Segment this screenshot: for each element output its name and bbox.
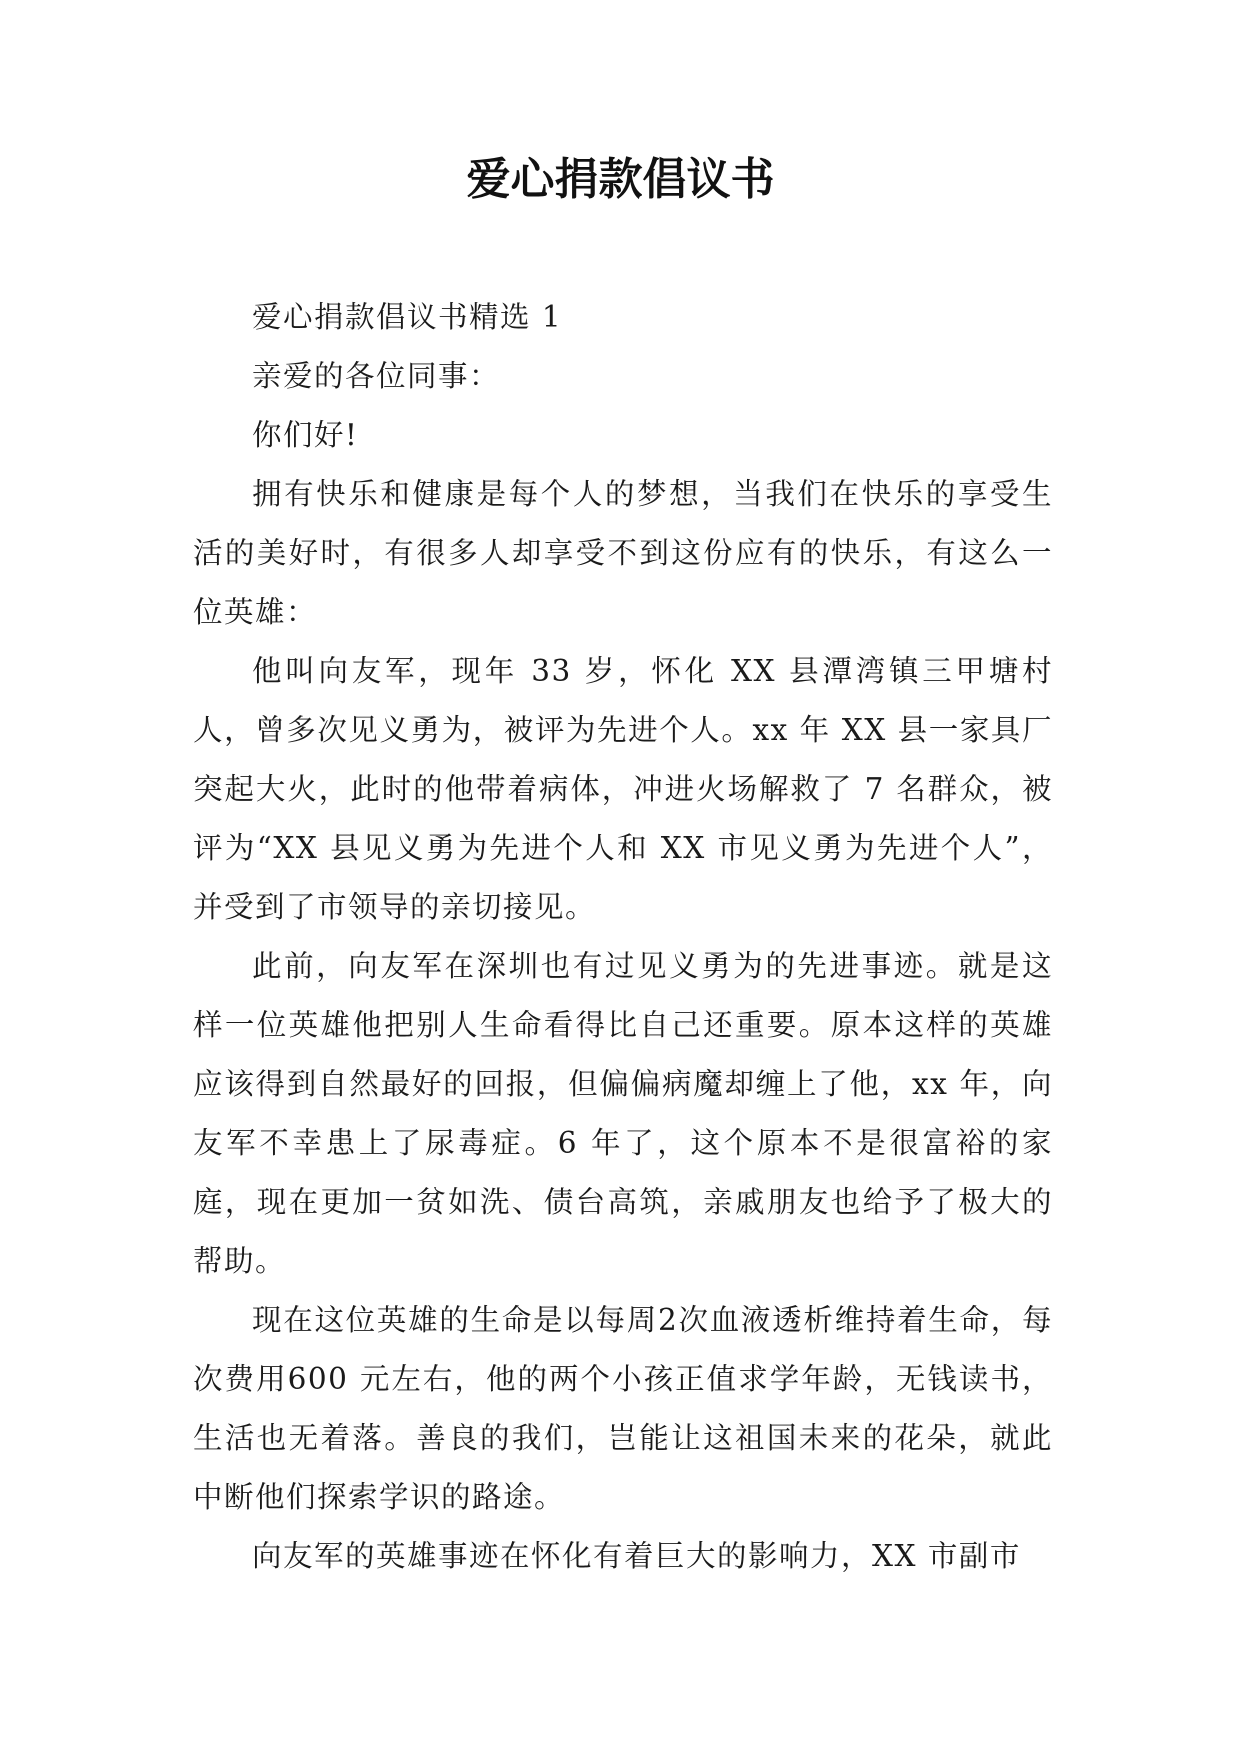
paragraph-salutation: 亲爱的各位同事： (252, 359, 501, 393)
paragraph: 向友军的英雄事迹在怀化有着巨大的影响力，XX 市副市 (252, 1539, 1021, 1573)
paragraph-heading: 爱心捐款倡议书精选 1 (252, 300, 563, 334)
paragraph-greeting: 你们好! (252, 418, 359, 452)
paragraph: 拥有快乐和健康是每个人的梦想，当我们在快乐的享受生活的美好时，有很多人却享受不到这份应有的快乐，有这么一位英雄： (193, 477, 1053, 629)
paragraph: 他叫向友军，现年 33 岁，怀化 XX 县潭湾镇三甲塘村人，曾多次见义勇为，被评为先进个人。xx 年 XX 县一家具厂突起大火，此时的他带着病体，冲进火场解救了 7 名群众，被评为“XX 县见义勇为先进个人和 XX 市见义勇为先进个人”，并受到了市领导的亲切接见。 (193, 654, 1053, 924)
paragraph: 现在这位英雄的生命是以每周2次血液透析维持着生命，每次费用600 元左右，他的两个小孩正值求学年龄，无钱读书，生活也无着落。善良的我们，岂能让这祖国未来的花朵，就此中断他们探索学识的路途。 (193, 1303, 1053, 1514)
document-title: 爱心捐款倡议书 (466, 154, 775, 205)
document-body (193, 288, 1053, 1586)
paragraph: 此前，向友军在深圳也有过见义勇为的先进事迹。就是这样一位英雄他把别人生命看得比自己还重要。原本这样的英雄应该得到自然最好的回报，但偏偏病魔却缠上了他，xx 年，向友军不幸患上了尿毒症。6 年了，这个原本不是很富裕的家庭，现在更加一贫如洗、债台高筑，亲戚朋友也给予了极大的帮助。 (193, 949, 1053, 1278)
